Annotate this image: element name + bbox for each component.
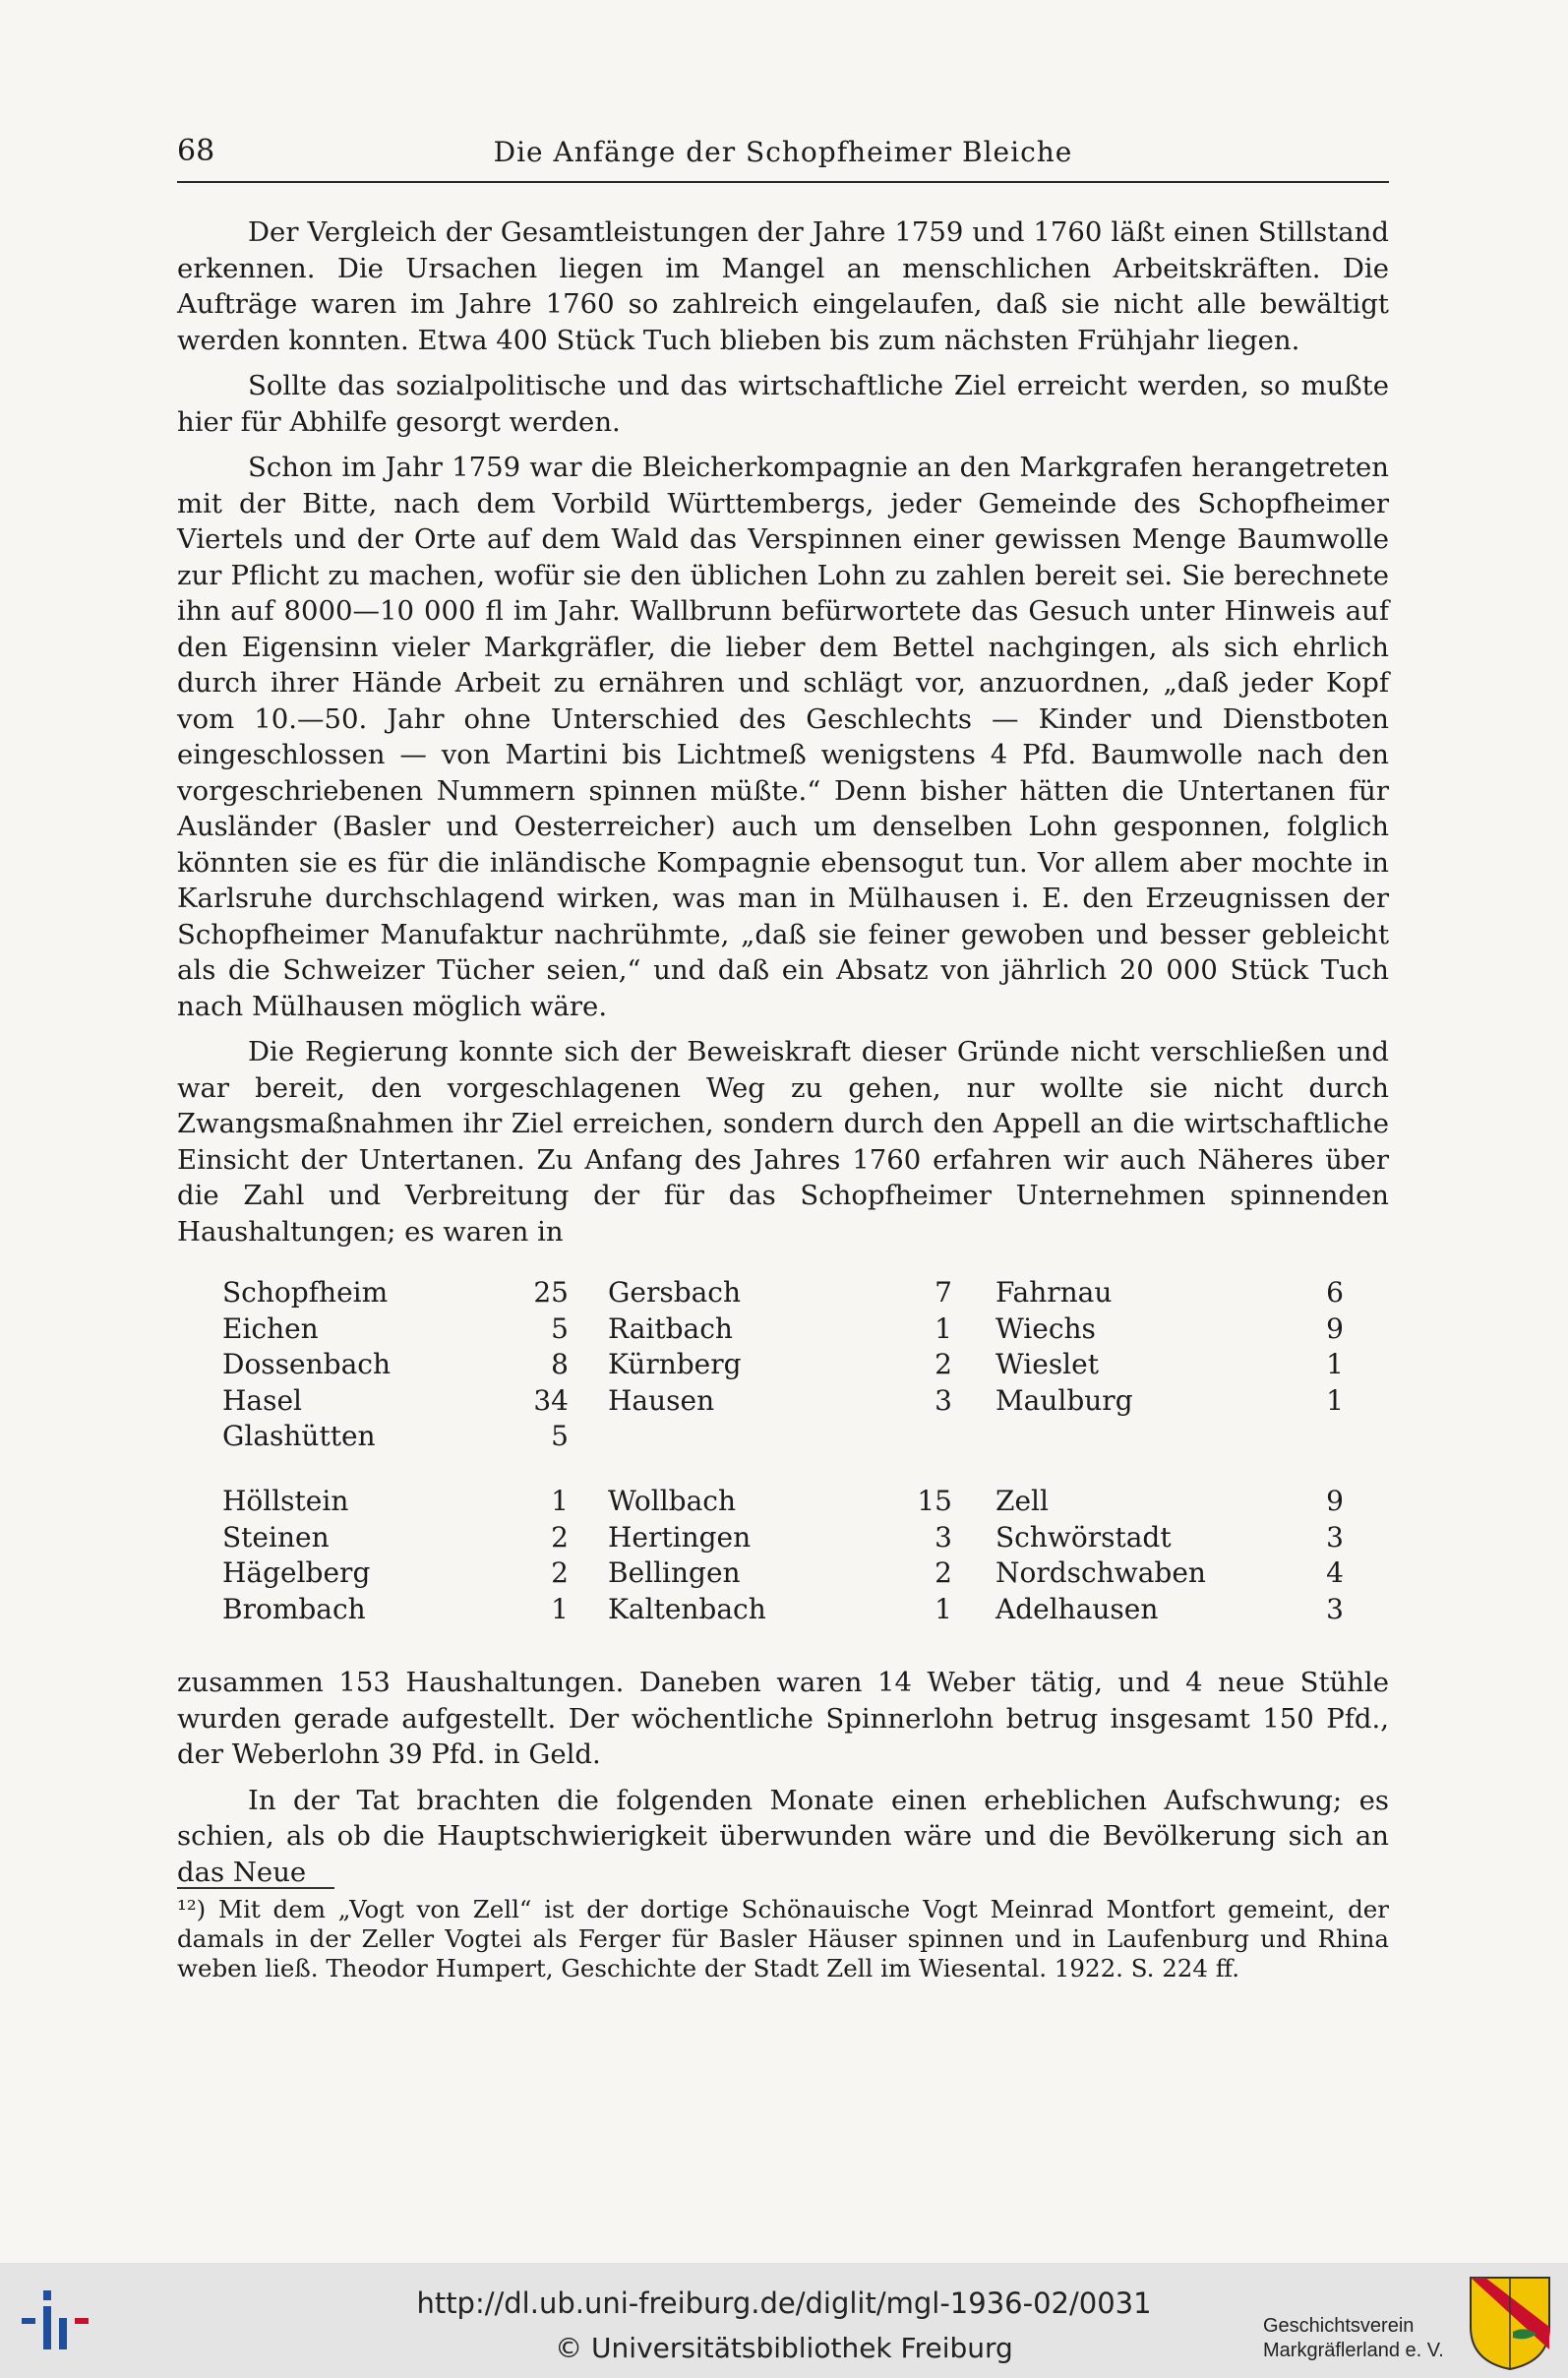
household-count: 1 — [551, 1485, 569, 1517]
page-number: 68 — [177, 134, 215, 168]
table-row — [222, 1275, 1344, 1311]
household-count: 2 — [551, 1520, 569, 1554]
household-count: 3 — [1326, 1592, 1344, 1625]
household-count: 2 — [935, 1348, 952, 1380]
household-count: 6 — [1326, 1276, 1344, 1309]
paragraph-3: Schon im Jahr 1759 war die Bleicherkompagnie an den Markgrafen herangetreten mit der Bitte, nach dem Vorbild Württembergs, jeder Gemeinde des Schopfheimer Viertels und der Orte auf dem Wald das Verspinnen einer gewissen Menge Baumwolle zur Pflicht zu machen, wofür sie den üblichen Lohn zu zahlen bereit sei. Sie berechnete ihn auf 8000—10 000 fl im Jahr. Wallbrunn befürwortete das Gesuch unter Hinweis auf den Eigensinn vieler Markgräfler, die lieber dem Bettel nachgingen, als sich ehrlich durch ihrer Hände Arbeit zu ernähren und schlägt vor, anzuordnen, „daß jeder Kopf vom 10.—50. Jahr ohne Unterschied des Geschlechts — Kinder und Dienstboten eingeschlossen — von Martini bis Lichtmeß wenigstens 4 Pfd. Baumwolle nach den vorgeschriebenen Nummern spinnen müßte.“ Denn bisher hätten die Untertanen für Ausländer (Basler und Oesterreicher) auch um denselben Lohn gesponnen, folglich könnten sie es für die inländische Kompagnie ebensogut tun. Vor allem aber mochte in Karlsruhe durchschlagend wirken, was man in Mülhausen i. E. den Erzeugnissen der Schopfheimer Manufaktur nachrühmte, „daß sie feiner gewoben und besser gebleicht als die Schweizer Tücher seien,“ und daß ein Absatz von jährlich 20 000 Stück Tuch nach Mülhausen möglich wäre. — [177, 452, 1389, 1022]
table-row — [222, 1555, 1344, 1592]
place-name: Hasel — [222, 1383, 303, 1417]
household-count: 25 — [533, 1276, 569, 1309]
place-name: Kürnberg — [608, 1348, 742, 1380]
society-name — [1263, 2314, 1444, 2363]
place-name: Kaltenbach — [608, 1592, 766, 1625]
household-count: 1 — [1326, 1348, 1344, 1380]
footnote: ¹²) Mit dem „Vogt von Zell“ ist der dortige Schönauische Vogt Meinrad Montfort gemeint, der damals in der Zeller Vogtei als Ferger für Basler Häuser spinnen und in Laufenburg und Rhina weben ließ. Theodor Humpert, Geschichte der Stadt Zell im Wiesental. 1922. S. 224 ff. — [177, 1895, 1389, 1982]
households-table-group-2 — [222, 1484, 1344, 1627]
place-name: Schwörstadt — [995, 1520, 1172, 1554]
viewer-footer — [0, 2263, 1568, 2378]
place-name: Wiechs — [995, 1311, 1096, 1345]
place-name: Brombach — [222, 1592, 366, 1625]
society-name-line-1: Geschichtsverein — [1263, 2315, 1415, 2337]
place-name: Nordschwaben — [995, 1556, 1206, 1589]
household-count: 9 — [1326, 1485, 1344, 1517]
household-count: 7 — [935, 1276, 952, 1309]
table-row — [222, 1592, 1344, 1628]
place-name: Eichen — [222, 1311, 319, 1345]
copyright-notice: © Universitätsbibliothek Freiburg — [555, 2332, 1013, 2364]
document-url[interactable]: http://dl.ub.uni-freiburg.de/diglit/mgl-1936-02/0031 — [416, 2287, 1152, 2320]
household-count: 5 — [551, 1420, 569, 1452]
household-count: 5 — [551, 1311, 569, 1345]
footnote-divider — [177, 1887, 334, 1889]
table-row — [222, 1311, 1344, 1348]
place-name: Gersbach — [608, 1276, 742, 1309]
place-name: Maulburg — [995, 1383, 1133, 1417]
body-text-top — [177, 214, 1389, 1250]
household-count: 1 — [551, 1592, 569, 1625]
place-name: Adelhausen — [995, 1592, 1159, 1625]
place-name: Zell — [995, 1485, 1049, 1517]
place-name: Schopfheim — [222, 1276, 389, 1309]
table-row — [222, 1419, 1344, 1455]
table-row — [222, 1484, 1344, 1520]
place-name: Fahrnau — [995, 1276, 1113, 1309]
household-count: 1 — [935, 1311, 952, 1345]
households-table-group-1 — [222, 1275, 1344, 1455]
table-row — [222, 1520, 1344, 1556]
paragraph-1: Der Vergleich der Gesamtleistungen der Jahre 1759 und 1760 läßt einen Stillstand erkennen. Die Ursachen liegen im Mangel an menschlichen Arbeitskräften. Die Aufträge waren im Jahre 1760 so zahlreich eingelaufen, daß sie nicht alle bewältigt werden konnten. Etwa 400 Stück Tuch blieben bis zum nächsten Frühjahr liegen. — [177, 216, 1389, 356]
place-name: Wollbach — [608, 1485, 736, 1517]
place-name: Höllstein — [222, 1485, 349, 1517]
place-name: Hägelberg — [222, 1556, 371, 1589]
paragraph-4: Die Regierung konnte sich der Beweiskraft dieser Gründe nicht verschließen und war bereit, den vorgeschlagenen Weg zu gehen, nur wollte sie nicht durch Zwangsmaßnahmen ihr Ziel erreichen, sondern durch den Appell an die wirtschaftliche Einsicht der Untertanen. Zu Anfang des Jahres 1760 erfahren wir auch Näheres über die Zahl und Verbreitung der für das Schopfheimer Unternehmen spinnenden Haushaltungen; es waren in — [177, 1036, 1389, 1248]
paragraph-2: Sollte das sozialpolitische und das wirtschaftliche Ziel erreicht werden, so mußte hier für Abhilfe gesorgt werden. — [177, 370, 1389, 438]
household-count: 1 — [935, 1592, 952, 1625]
household-count: 3 — [1326, 1520, 1344, 1554]
household-count: 4 — [1326, 1556, 1344, 1589]
place-name: Dossenbach — [222, 1348, 391, 1380]
place-name: Raitbach — [608, 1311, 733, 1345]
coat-of-arms-icon — [1466, 2273, 1554, 2373]
place-name: Hausen — [608, 1383, 715, 1417]
place-name: Wieslet — [995, 1348, 1099, 1380]
household-count: 34 — [533, 1383, 569, 1417]
household-count: 2 — [935, 1556, 952, 1589]
household-count: 9 — [1326, 1311, 1344, 1345]
household-count: 2 — [551, 1556, 569, 1589]
household-count: 15 — [917, 1485, 952, 1517]
paragraph-6: In der Tat brachten die folgenden Monate einen erheblichen Aufschwung; es schien, als ob die Hauptschwierigkeit überwunden wäre und die Bevölkerung sich an das Neue — [177, 1784, 1389, 1888]
society-name-line-2: Markgräflerland e. V. — [1263, 2340, 1444, 2361]
running-title: Die Anfänge der Schopfheimer Bleiche — [493, 136, 1073, 168]
place-name: Hertingen — [608, 1520, 752, 1554]
page-header — [177, 126, 1389, 183]
paragraph-5: zusammen 153 Haushaltungen. Daneben waren 14 Weber tätig, und 4 neue Stühle wurden gerade aufgestellt. Der wöchentliche Spinnerlohn betrug insgesamt 150 Pfd., der Weberlohn 39 Pfd. in Geld. — [177, 1667, 1389, 1770]
place-name: Steinen — [222, 1520, 330, 1554]
household-count: 3 — [935, 1383, 952, 1417]
household-count: 3 — [935, 1520, 952, 1554]
place-name: Glashütten — [222, 1420, 376, 1452]
place-name: Bellingen — [608, 1556, 741, 1589]
table-row — [222, 1383, 1344, 1420]
table-row — [222, 1347, 1344, 1383]
household-count: 8 — [551, 1348, 569, 1380]
household-count: 1 — [1326, 1383, 1344, 1417]
body-text-bottom — [177, 1665, 1389, 1890]
